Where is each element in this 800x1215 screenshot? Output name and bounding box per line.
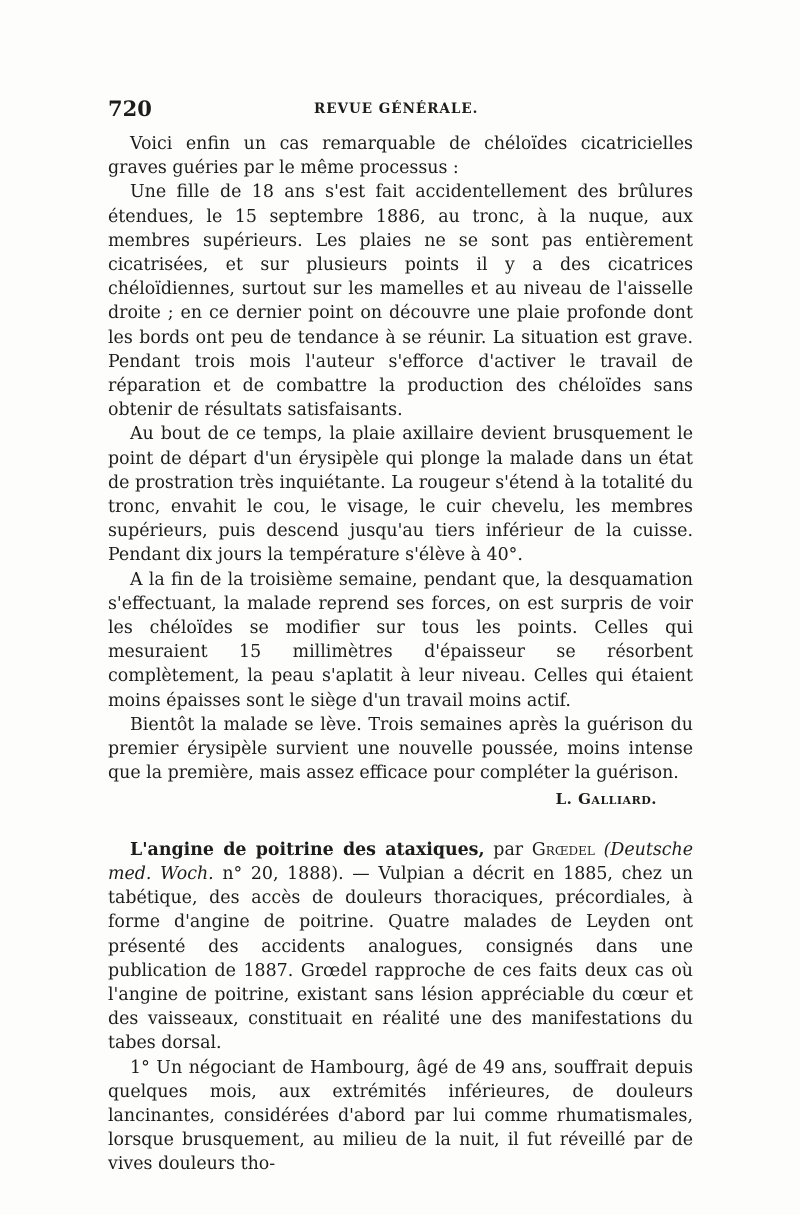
byline-prefix: par — [484, 839, 532, 860]
article-title: L'angine de poitrine des ataxiques, — [130, 839, 485, 860]
paragraph: Bientôt la malade se lève. Trois semaines après la guérison du premier érysipèle survient une nouvelle poussée, moins intense que la première, mais assez efficace pour compléter la guérison. — [108, 714, 693, 784]
article-author: Grœdel — [531, 839, 595, 860]
paragraph: Une fille de 18 ans s'est fait accidentellement des brûlures étendues, le 15 septembre 1886, au tronc, à la nuque, aux membres supérieurs. Les plaies ne se sont pas entièrement cicatrisées, et sur plusieurs points il y a des cicatrices chéloïdiennes, surtout sur les mamelles et au niveau de l'aisselle droite ; en ce dernier point on découvre une plaie profonde dont les bords ont peu de tendance à se réunir. La situation est grave. Pendant trois mois l'auteur s'efforce d'activer le travail de réparation et de combattre la production des chéloïdes sans obtenir de résultats satisfaisants. — [108, 182, 693, 421]
citation-rest: n° 20, 1888). — [213, 863, 344, 884]
page-body — [108, 132, 693, 1177]
running-head: REVUE GÉNÉRALE. — [314, 101, 479, 117]
author-signature: L. Galliard. — [555, 790, 657, 809]
page-header — [108, 96, 693, 122]
page-number: 720 — [108, 96, 152, 121]
paragraph-text: — Vulpian a décrit en 1885, chez un tabétique, des accès de douleurs thoraciques, précordiales, à forme d'angine de poitrine. Quatre malades de Leyden ont présenté des accidents analogues, consignés dans une publication de 1887. Grœdel rapproche de ces faits deux cas où l'angine de poitrine, existant sans lésion appréciable du cœur et des vaisseaux, constituait en réalité une des manifestations du tabes dorsal. — [108, 863, 693, 1054]
paragraph: Voici enfin un cas remarquable de chéloïdes cicatricielles graves guéries par le même processus : — [108, 134, 693, 179]
citation-journal: (Deutsche med. Woch. — [108, 839, 693, 884]
paragraph: A la fin de la troisième semaine, pendant que, la desquamation s'effectuant, la malade reprend ses forces, on est surpris de voir les chéloïdes se modifier sur tous les points. Celles qui mesuraient 15 millimètres d'épaisseur se résorbent complètement, la peau s'aplatit à leur niveau. Celles qui étaient moins épaisses sont le siège d'un travail moins actif. — [108, 569, 693, 711]
section-gap — [108, 812, 693, 838]
paragraph: Au bout de ce temps, la plaie axillaire devient brusquement le point de départ d'un érysipèle qui plonge la malade dans un état de prostration très inquiétante. La rougeur s'étend à la totalité du tronc, envahit le cou, le visage, le cuir chevelu, les membres supérieurs, puis descend jusqu'au tiers inférieur de la cuisse. Pendant dix jours la température s'élève à 40°. — [108, 424, 693, 566]
article-heading-paragraph — [108, 838, 693, 1056]
paragraph: 1° Un négociant de Hambourg, âgé de 49 ans, souffrait depuis quelques mois, aux extrémités inférieures, de douleurs lancinantes, considérées d'abord par lui comme rhumatismales, lorsque brusquement, au milieu de la nuit, il fut réveillé par de vives douleurs tho- — [108, 1057, 693, 1175]
